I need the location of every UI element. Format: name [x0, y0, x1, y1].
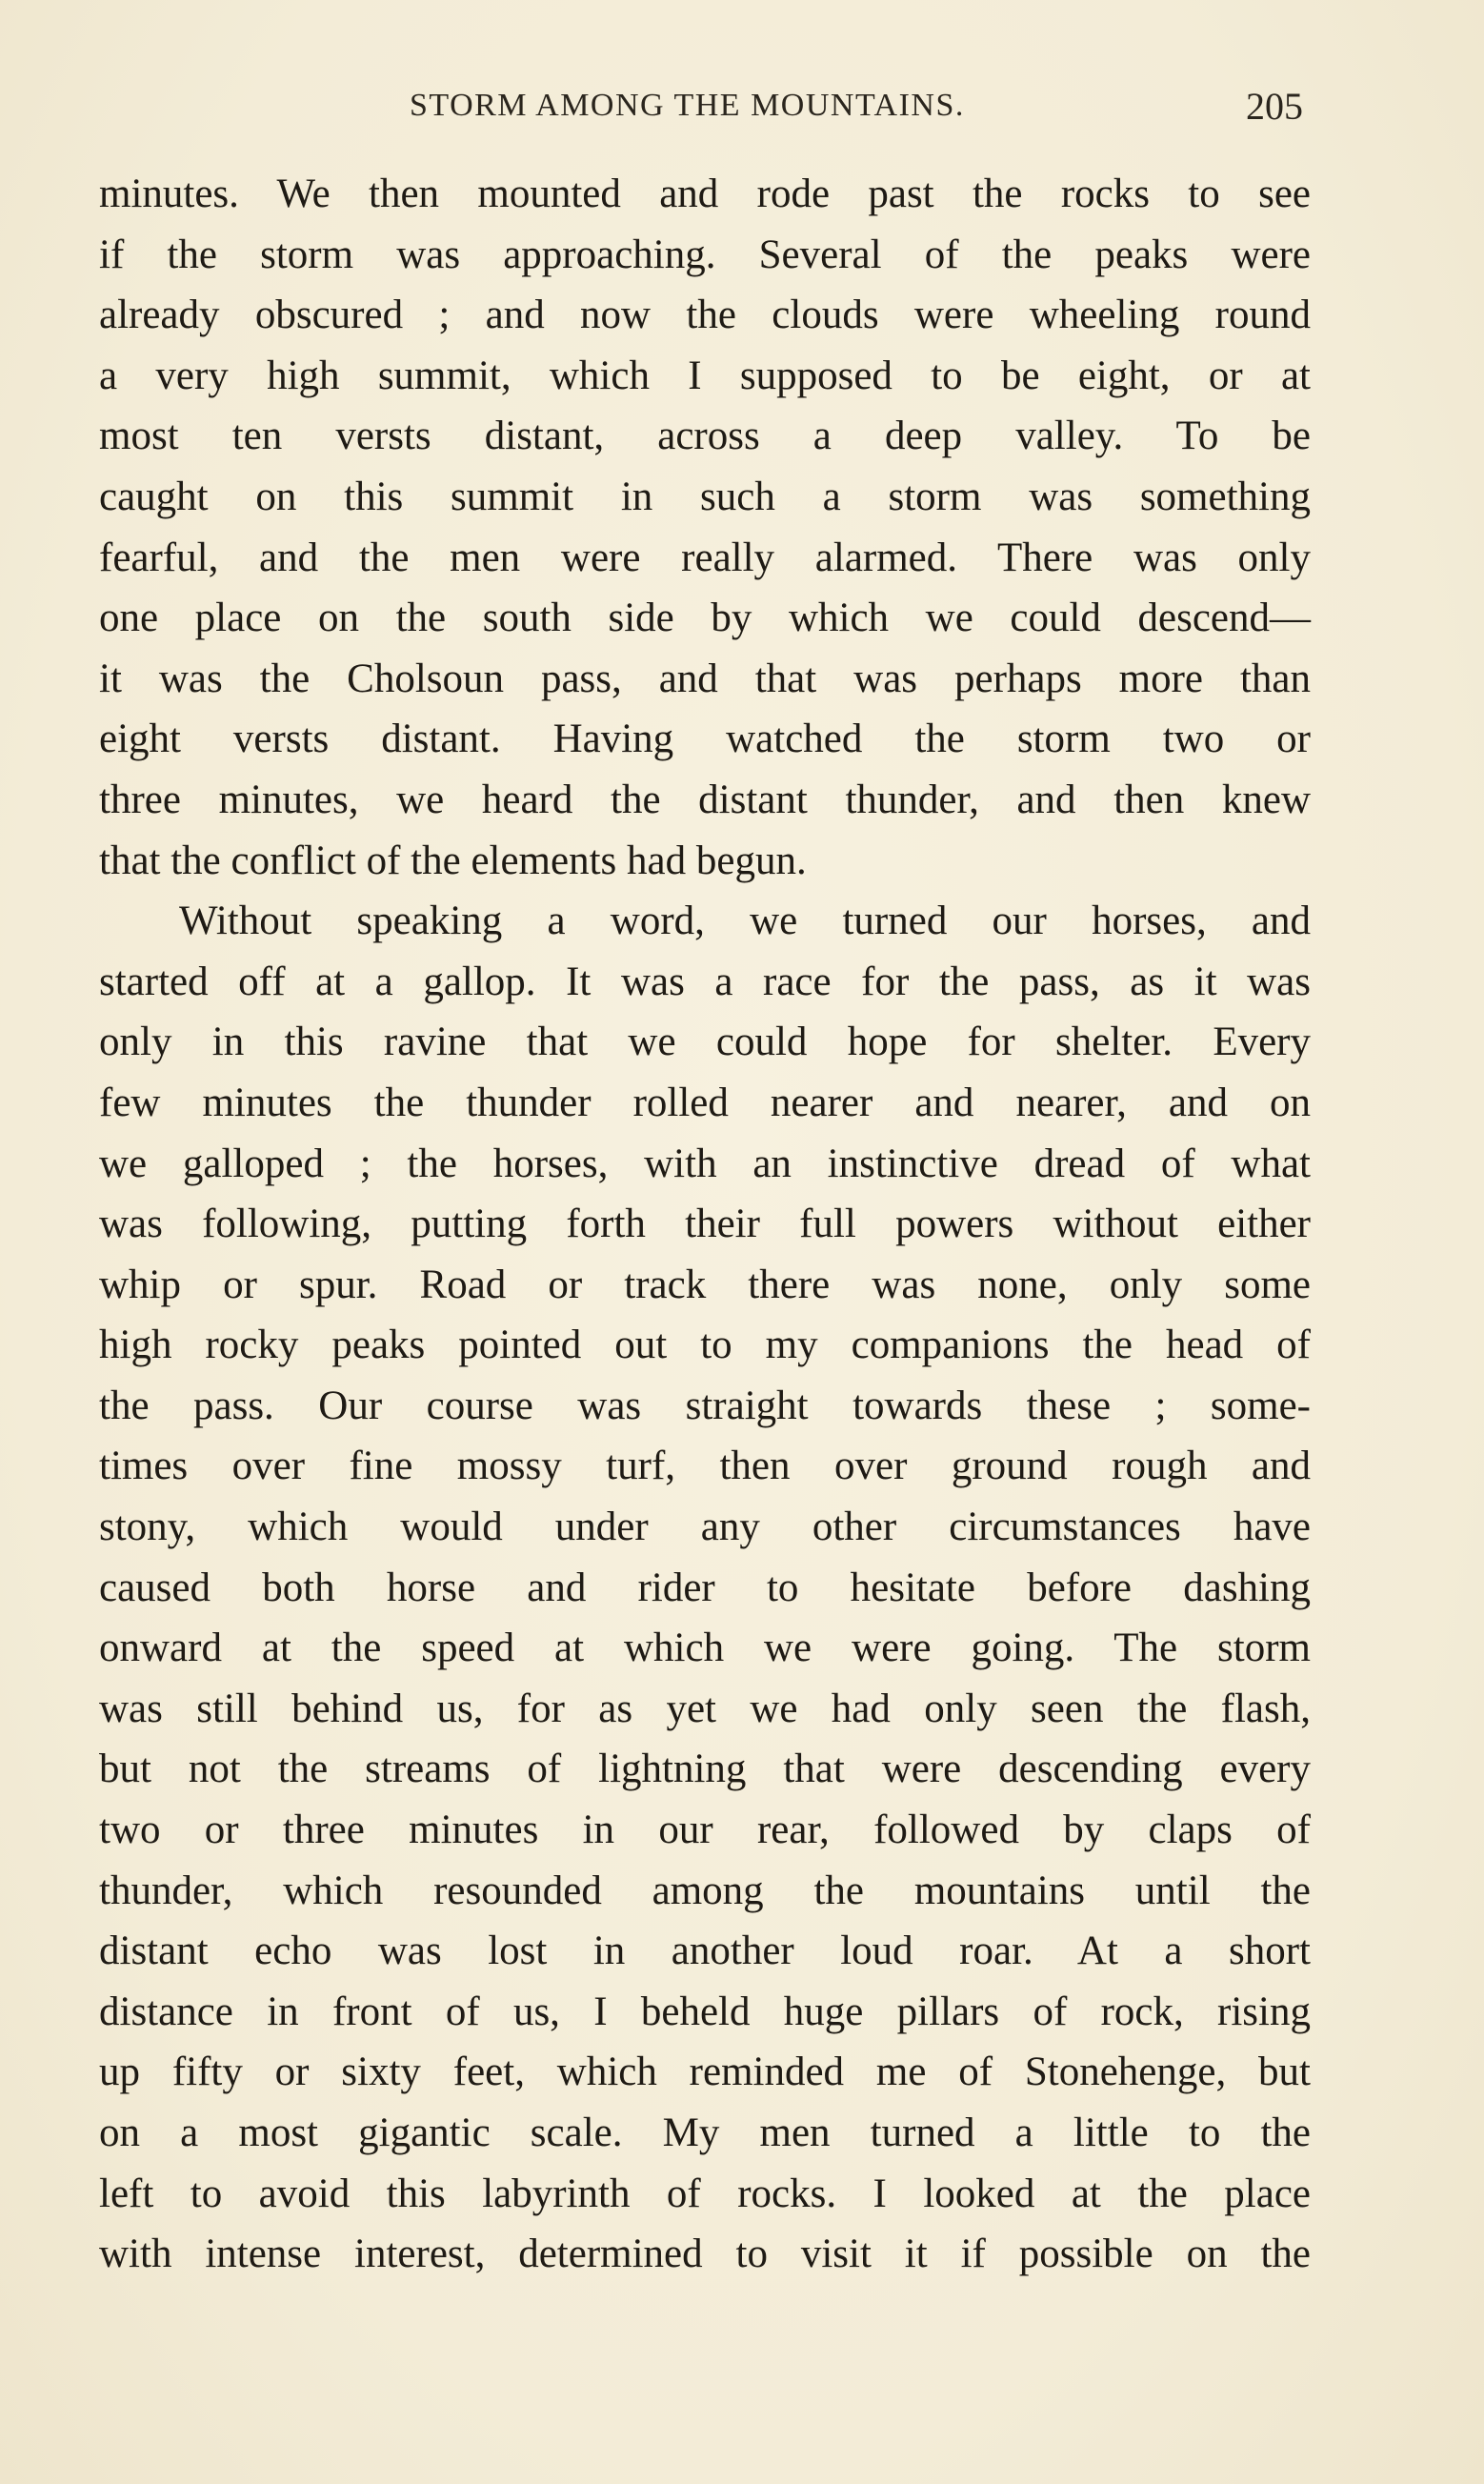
text-line: high rocky peaks pointed out to my companions the head of [99, 1323, 1311, 1368]
text-line: whip or spur. Road or track there was none, only some [99, 1262, 1311, 1307]
text-line: one place on the south side by which we could descend— [99, 596, 1311, 641]
text-line: caused both horse and rider to hesitate before dashing [99, 1565, 1311, 1610]
text-line: thunder, which resounded among the mountains until the [99, 1868, 1311, 1913]
text-line: left to avoid this labyrinth of rocks. I looked at the place [99, 2171, 1311, 2216]
text-line: most ten versts distant, across a deep valley. To be [99, 414, 1311, 459]
text-line: distance in front of us, I beheld huge pillars of rock, rising [99, 1989, 1311, 2034]
text-line: three minutes, we heard the distant thunder, and then knew [99, 777, 1311, 822]
text-line: it was the Cholsoun pass, and that was perhaps more than [99, 656, 1311, 701]
page-number: 205 [1246, 85, 1303, 128]
text-line: onward at the speed at which we were going. The storm [99, 1626, 1311, 1671]
text-line: few minutes the thunder rolled nearer and nearer, and on [99, 1080, 1311, 1125]
text-line: the pass. Our course was straight towards these ; some- [99, 1383, 1311, 1428]
text-line: a very high summit, which I supposed to be eight, or at [99, 353, 1311, 398]
body-text [99, 164, 1311, 2285]
text-line: minutes. We then mounted and rode past the rocks to see [99, 172, 1311, 216]
text-line: if the storm was approaching. Several of the peaks were [99, 232, 1311, 277]
text-line: stony, which would under any other circumstances have [99, 1505, 1311, 1550]
text-line: fearful, and the men were really alarmed. There was only [99, 535, 1311, 580]
text-line: on a most gigantic scale. My men turned a little to the [99, 2110, 1311, 2155]
text-line: started off at a gallop. It was a race for the pass, as it was [99, 959, 1311, 1004]
text-line: up fifty or sixty feet, which reminded me of Stonehenge, but [99, 2050, 1311, 2095]
running-head [0, 82, 1484, 139]
text-line: that the conflict of the elements had begun. [99, 838, 807, 883]
text-line: caught on this summit in such a storm was something [99, 474, 1311, 519]
text-line: was still behind us, for as yet we had only seen the flash, [99, 1686, 1311, 1731]
text-line: but not the streams of lightning that were descending every [99, 1747, 1311, 1792]
text-line: was following, putting forth their full powers without either [99, 1202, 1311, 1247]
text-line: with intense interest, determined to visit it if possible on the [99, 2232, 1311, 2277]
running-title: STORM AMONG THE MOUNTAINS. [410, 88, 965, 123]
text-line: only in this ravine that we could hope for shelter. Every [99, 1020, 1311, 1065]
text-line: eight versts distant. Having watched the storm two or [99, 717, 1311, 762]
text-line: two or three minutes in our rear, followed by claps of [99, 1807, 1311, 1853]
text-line: already obscured ; and now the clouds were wheeling round [99, 293, 1311, 338]
text-line: distant echo was lost in another loud roar. At a short [99, 1929, 1311, 1974]
text-line: Without speaking a word, we turned our horses, and [179, 899, 1311, 944]
text-line: we galloped ; the horses, with an instinctive dread of what [99, 1141, 1311, 1186]
text-line: times over fine mossy turf, then over ground rough and [99, 1444, 1311, 1489]
